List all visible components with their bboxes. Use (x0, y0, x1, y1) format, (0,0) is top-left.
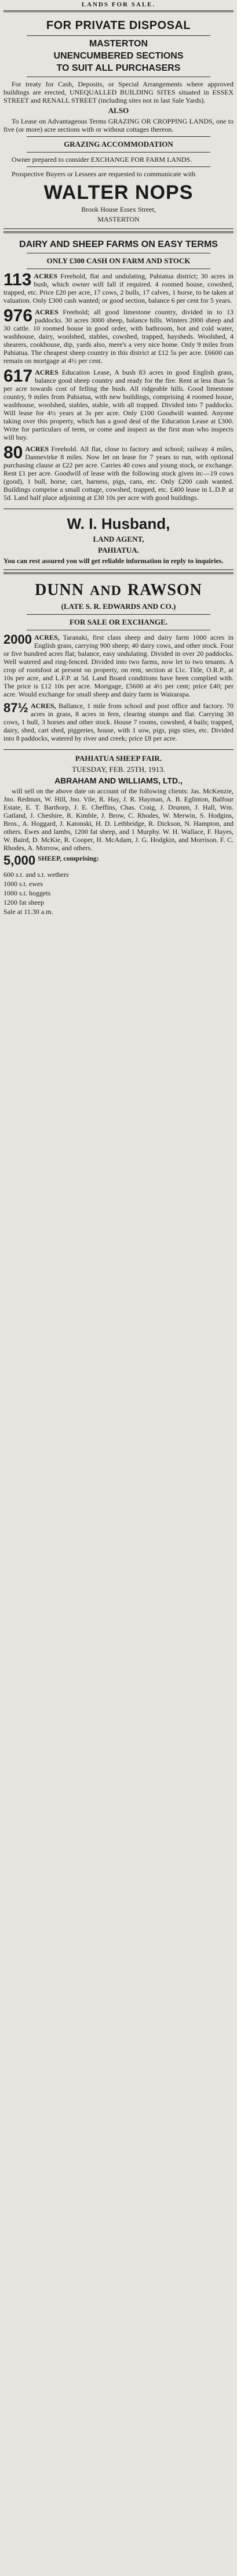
listing (3, 368, 234, 441)
listing (3, 702, 234, 742)
agent-name: W. I. Husband, (67, 515, 170, 532)
ad-title: FOR PRIVATE DISPOSAL (46, 19, 191, 32)
ad-also: ALSO (108, 106, 129, 115)
ad-paragraph: Owner prepared to consider EXCHANGE FOR FARM LANDS. (12, 155, 192, 164)
listing-acres-number: 2000 (3, 632, 32, 647)
listing-text: Taranaki, first class sheep and dairy farm 1000 acres in English grass, carrying 900 sheep; 40 dairy cows, and other stock. Four or five hundred acres flat; balance, easy undulating. Divided in over 20 paddocks. Well watered and ring-fenced. Divided into two farms, now let to two tenants. A crop of rootsfoot at present on property, on rent, section at £1c. Title, O.R.P., at 10s per acre, and L.F.P. at 5d. Land Board conditions have been complied with. The price is £12 10s per acre. Mortgage, £5600 at 4½ per cent; price £40; per acre. Would exchange for small sheep and dairy farm in Wairarapa. (3, 633, 234, 698)
ad-subtitle: ONLY £300 CASH ON FARM AND STOCK (46, 256, 191, 265)
listing-lead: ACRES (35, 308, 59, 316)
firm-name: ABRAHAM AND WILLIAMS, LTD., (54, 776, 183, 785)
ad-title: PAHIATUA SHEEP FAIR. (75, 754, 162, 763)
divider (27, 152, 210, 153)
ad-dunn-rawson (3, 576, 234, 750)
agent-name: WALTER NOPS (43, 182, 194, 204)
ad-sheep-fair (3, 750, 234, 920)
sheep-item: 1200 fat sheep (3, 898, 44, 906)
divider (27, 35, 210, 36)
agent-address: Brook House Essex Street, (81, 205, 156, 213)
sheep-item: 1000 s.t. hoggets (3, 889, 51, 897)
ad-date: TUESDAY, FEB. 25TH, 1913. (72, 765, 165, 774)
firm-late: (LATE S. R. EDWARDS AND CO.) (61, 602, 176, 611)
ad-subtitle: FOR SALE OR EXCHANGE. (69, 618, 168, 626)
ad-place: MASTERTON (89, 39, 148, 49)
ad-paragraph: will sell on the above date on account of the following clients: Jas. McKenzie, Jno. Redman, W. Hill, Jno. Vile, R. Hay, J. R. Hayman, A. B. Eglinton, Balfour Estate, E. T. Barthorp, J. E. Cheffins, Chas. Craig, J. Drumm, J. Hall, Wm. Gatland, J. Cheshire, R. Kimble, J. Brow, C. Rhodes, W. Merwin, S. Hodgins, Bros., A. Hoggard, J. Katonski, H. D. Lethbridge, R. Dickson, N. Hampton, and others. Ewes and lambs, 1200 fat sheep, and 1 Murphy. W. H. Wallace, F. Hayes, W. Baird, D. McKie, R. Cooper, H. McAdam, J. G. Hodgkin, and Morrison. F. C. Rhodes, A. Morrow, and others. (3, 787, 234, 852)
ad-title: DAIRY AND SHEEP FARMS ON EASY TERMS (19, 240, 218, 249)
sheep-count-number: 5,000 (3, 853, 36, 868)
agent-role: LAND AGENT, (93, 535, 144, 543)
divider (3, 572, 234, 574)
ad-note: You can rest assured you will get reliable information in reply to inquiries. (3, 557, 224, 565)
firm-name (3, 581, 234, 600)
ad-subtitle-2: TO SUIT ALL PURCHASERS (56, 63, 181, 73)
agent-town: PAHIATUA. (98, 546, 139, 554)
divider (3, 10, 234, 12)
agent-town: MASTERTON (97, 215, 140, 223)
divider (27, 614, 210, 615)
listing-lead: ACRES, (30, 702, 56, 710)
ad-husband (3, 509, 234, 570)
divider (27, 136, 210, 137)
listing-lead: ACRES (25, 445, 49, 453)
firm-name-amp: AND (89, 583, 122, 598)
listing-acres-number: 80 (3, 443, 23, 462)
firm-name-b: RAWSON (127, 581, 202, 599)
divider (3, 231, 234, 233)
listing-acres-number: 87½ (3, 701, 28, 715)
listing (3, 272, 234, 304)
divider (27, 166, 210, 167)
listing-acres-number: 976 (3, 306, 33, 325)
sheep-count (3, 854, 234, 867)
ad-subtitle: UNENCUMBERED SECTIONS (53, 51, 184, 61)
listing-text: Education Lease, A bush 83 acres in good English grass, balance good sheep country and ready for the fire. Rent at less than 5s per acre towards cost of felling the bush. All ridgeable hills. Good limestone country, 9 miles from Pahiatua, with new buildings, comprising 4 roomed house, washhouse, woolshed, stables, stable, with all trapped. Divided into 7 paddocks. Will lease for 4½ years at 3s per acre. Only £100 Goodwill wanted. Anyone taking over this property, which has a good deal of the Education Lease at £300. Write for particulars of term, or come and inspect as the first man who inspects will buy. (3, 368, 234, 441)
listing-text: Ballance, 1 mile from school and post office and factory. 70 acres in grass, 8 acres in fern, clearing stumps and flat. Carrying 30 cows, 1 bull, 3 horses and other stock. House 7 rooms, cowshed, 4 bails; trapped, dairy, shed, cart shed, piggeries, house, with 1 sow, pigs, pigs sties, etc. Divided into 8 paddocks, watered by river and creek; price £8 per acre. (3, 702, 234, 742)
ad-paragraph: For treaty for Cash, Deposits, or Special Arrangements where approved buildings are erected, UNEQUALLED BUILDING SITES situated in ESSEX STREET and RENALL STREET (including sites not in last Sale Yards). (3, 80, 234, 104)
listing (3, 445, 234, 502)
listing-text: Freehold; all good limestone country, divided in to 13 paddocks. 30 acres 3000 sheep, balance hills. Winters 2000 sheep and 30 cattle. 10 roomed house in good order, with bathroom, hot and cold water, washhouse, dairy, woolshed, stables, cowshed, trapped, haysheds. Woolshed, 4 shearers, cookhouse, dip, yards also, mere's a very nice home. Only 9 miles from Pahiatua. The cheapest sheep country in this district at £12 5s per acre. £6600 can remain on mortgage at 4½ per cent. (3, 308, 234, 365)
listing-lead: ACRES (35, 368, 59, 376)
listing-text: Freehold. All flat, close to factory and school; railway 4 miles, Dannevirke 8 miles. Now let on lease for 7 years to run, with optional purchasing clause at £22 per acre. Carries 40 cows and young stock, or exchange. Rent £1 per acre. Goodwill of lease with the following stock given in:—19 cows (good), 1 bull, horse, cart, harness, pigs, cans, etc. Only £200 cash wanted. Buildings comprise a small cottage, cowshed, trapped, etc. £400 lease in L.D.P. at 5d. Land half place adjoining at £30 10s per acre with good buildings. (3, 445, 234, 502)
listing-text: Freehold, flat and undulating, Pahiatua district; 30 acres in bush, which owner will fall if required. 4 roomed house, cowshed, trapped, etc. Price £20 per acre, 17 cows, 2 bulls, 17 calves, 1 horse, to be taken at valuation. Only £300 cash wanted; or good section, balance 6 per cent for 5 years. (3, 272, 234, 304)
ad-grazing: GRAZING ACCOMMODATION (64, 140, 173, 148)
sheep-count-label: SHEEP, comprising: (38, 854, 99, 862)
listing-acres-number: 617 (3, 367, 33, 386)
listing (3, 308, 234, 365)
ad-paragraph: Prospective Buyers or Lessees are requested to communicate with (12, 170, 196, 178)
listing (3, 633, 234, 698)
ad-paragraph: To Lease on Advantageous Terms GRAZING OR CROPPING LANDS, one to five (or more) acre sections with or without cottages thereon. (3, 117, 234, 133)
sheep-item: 600 s.t. and s.t. wethers (3, 870, 69, 879)
firm-name-a: DUNN (35, 581, 84, 599)
listing-lead: ACRES, (34, 633, 60, 641)
ad-walter-nops (3, 14, 234, 229)
section-heading: LANDS FOR SALE. (81, 1, 156, 8)
listing-lead: ACRES (34, 272, 58, 280)
sheep-item: 1000 s.t. ewes (3, 880, 43, 888)
sale-time: Sale at 11.30 a.m. (3, 908, 53, 916)
ad-dairy-sheep-farms (3, 235, 234, 509)
listing-acres-number: 113 (3, 270, 32, 289)
